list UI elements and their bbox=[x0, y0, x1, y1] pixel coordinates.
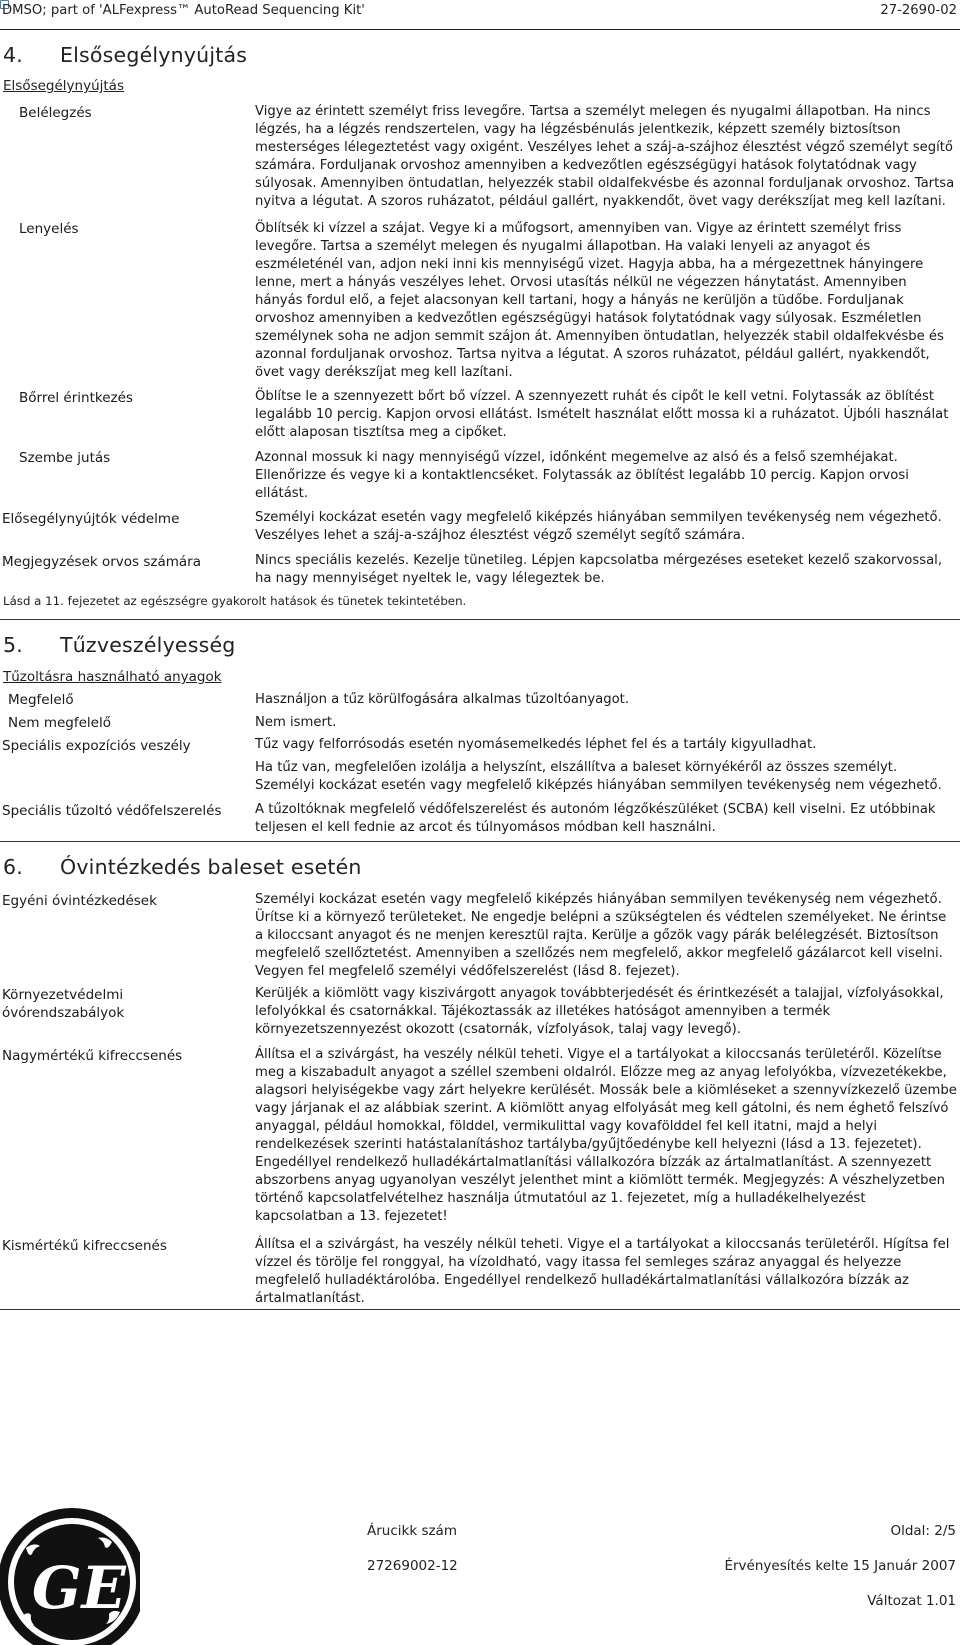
item-number-label: Árucikk szám bbox=[367, 1523, 457, 1539]
row-label-large-spill: Nagymértékű kifreccsenés bbox=[2, 1048, 183, 1064]
version: Változat 1.01 bbox=[867, 1593, 956, 1609]
row-label-special-exposure-hazard: Speciális expozíciós veszély bbox=[2, 738, 191, 754]
document-header bbox=[0, 0, 960, 30]
row-text-skin-contact: Öblítse le a szennyezett bőrt bő vízzel. A szennyezett ruhát és cipőt le kell vetni. Folytassák az öblítést legalább 10 percig. Kapjon orvosi ellátást. Ismételt használat előtt mossa ki a ruházatot. Újbóli használat előtt alaposan tisztítsa meg a cipőket. bbox=[255, 389, 949, 440]
ge-logo-lettering: GE bbox=[32, 1554, 126, 1622]
row-text-small-spill: Állítsa el a szivárgást, ha veszély nélkül teheti. Vigye el a tartályokat a kiloccsanás területéről. Hígítsa fel vízzel és törölje fel ronggyal, ha vízoldható, vagy itassa fel semleges száraz anyaggal és helyezze megfelelő hulladéktárolóba. Engedéllyel rendelkező hulladékártalmatlanítási vállalkozóra bízzák az ártalmatlanítást. bbox=[255, 1237, 950, 1306]
row-text-physician-notes: Nincs speciális kezelés. Kezelje tünetileg. Lépjen kapcsolatba mérgezéses eseteket kezelő szakorvossal, ha nagy mennyiséget nyeltek le, vagy lélegeztek be. bbox=[255, 553, 943, 586]
row-text-special-exposure-hazard-cont: Ha tűz van, megfelelően izolálja a helyszínt, elszállítva a baleset környékéről az összes személyt. Személyi kockázat esetén vagy megfelelő kiképzés hiányában semmilyen tevékenység nem végezhető. bbox=[255, 760, 942, 793]
row-label-first-aider-protection: Elősegélynyújtók védelme bbox=[2, 511, 180, 527]
row-text-suitable: Használjon a tűz körülfogására alkalmas tűzoltóanyagot. bbox=[255, 692, 630, 707]
section-5-subheading: Tűzoltásra használható anyagok bbox=[3, 669, 222, 685]
section-4-title: Elsősegélynyújtás bbox=[60, 43, 248, 67]
row-label-suitable: Megfelelő bbox=[8, 692, 74, 708]
section-6-heading bbox=[3, 855, 362, 879]
ge-logo bbox=[0, 1500, 140, 1645]
section-4-note: Lásd a 11. fejezetet az egészségre gyakorolt hatások és tünetek tekintetében. bbox=[3, 594, 467, 608]
section-5-number: 5. bbox=[3, 633, 23, 657]
row-label-physician-notes: Megjegyzések orvos számára bbox=[2, 554, 201, 570]
row-text-personal-precautions: Személyi kockázat esetén vagy megfelelő kiképzés hiányában semmilyen tevékenység nem végezhető. Ürítse ki a környező területeket. Ne engedje belépni a szükségtelen és védtelen személyeket. Ne érintse a kiloccsant anyagot és ne menjen keresztül rajta. Kerülje a gőzök vagy párák belélegzését. Biztosítson megfelelő szellőztetést. Amennyiben a szellőzés nem megfelelő, akkor megfelelő gázálarcot kell viselni. Vegyen fel megfelelő személyi védőfelszerelést (lásd 8. fejezet). bbox=[255, 892, 947, 979]
row-label-environmental-precautions: Környezetvédelmi óvórendszabályok bbox=[2, 987, 125, 1021]
row-text-firefighter-equipment: A tűzoltóknak megfelelő védőfelszerelést és autonóm légzőkészüléket (SCBA) kell viselni. Ez utóbbinak teljesen el kell fednie az arcot és túlnyomásos módban kell használni. bbox=[255, 802, 936, 835]
section-4-subheading: Elsősegélynyújtás bbox=[3, 78, 124, 94]
document-title: DMSO; part of 'ALFexpress™ AutoRead Sequencing Kit' bbox=[2, 3, 365, 18]
row-label-ingestion: Lenyelés bbox=[19, 221, 79, 237]
section-5-heading bbox=[3, 633, 236, 657]
divider bbox=[0, 1309, 960, 1310]
row-text-inhalation: Vigye az érintett személyt friss levegőre. Tartsa a személyt melegen és nyugalmi állapotban. Ha nincs légzés, ha a légzés rendszertelen, vagy ha légzésbénulás jelentkezik, képzett személy biztosítson mesterséges lélegeztetést vagy oxigént. Veszélyes lehet a száj-a-szájhoz élesztést végző személyt segítő számára. Forduljanak orvoshoz amennyiben a kedvezőtlen egészségügyi hatások folytatódnak vagy súlyosak. Amennyiben öntudatlan, helyezzék stabil oldalfekvésbe és azonnal forduljanak orvoshoz. Tartsa nyitva a légutat. A szoros ruházatot, például gallért, nyakkendőt, övet vagy derékszíjat meg kell lazítani. bbox=[255, 104, 955, 209]
row-text-eye-contact: Azonnal mossuk ki nagy mennyiségű vízzel, időnként megemelve az alsó és a felső szemhéjakat. Ellenőrizze és vegye ki a kontaktlencséket. Folytassák az öblítést legalább 10 percig. Kapjon orvosi ellátást. bbox=[255, 450, 909, 501]
row-label-personal-precautions: Egyéni óvintézkedések bbox=[2, 893, 157, 909]
divider bbox=[0, 619, 960, 620]
page-number: Oldal: 2/5 bbox=[890, 1523, 956, 1539]
row-label-eye-contact: Szembe jutás bbox=[19, 450, 111, 466]
divider bbox=[0, 841, 960, 842]
item-number: 27269002-12 bbox=[367, 1558, 458, 1574]
row-text-first-aider-protection: Személyi kockázat esetén vagy megfelelő kiképzés hiányában semmilyen tevékenység nem végezhető. Veszélyes lehet a száj-a-szájhoz élesztést végző személyt segítő számára. bbox=[255, 510, 942, 543]
validity-date: Érvényesítés kelte 15 Január 2007 bbox=[724, 1558, 956, 1574]
row-label-skin-contact: Bőrrel érintkezés bbox=[19, 390, 133, 406]
ge-logo-icon bbox=[0, 1500, 140, 1645]
section-5-title: Tűzveszélyesség bbox=[60, 633, 236, 657]
row-text-ingestion: Öblítsék ki vízzel a szájat. Vegye ki a műfogsort, amennyiben van. Vigye az érintett személyt friss levegőre. Tartsa a személyt melegen és nyugalmi állapotban. Ha valaki lenyeli az anyagot és eszméleténél van, adjon neki inni kis mennyiségű vizet. Hagyja abba, ha a mérgezettnek hányingere lenne, mert a hányás veszélyes lehet. Orvosi utasítás nélkül ne végezzen hánytatást. Amennyiben hányás fordul elő, a fejet alacsonyan kell tartani, hogy a hányás ne kerüljön a tüdőbe. Forduljanak orvoshoz amennyiben a kedvezőtlen egészségügyi hatások folytatódnak vagy súlyosak. Eszméletlen személynek soha ne adjon semmit szájon át. Amennyiben öntudatlan, helyezzék stabil oldalfekvésbe és azonnal forduljanak orvoshoz. Tartsa nyitva a légutat. A szoros ruházatot, például gallért, nyakkendőt, övet vagy derékszíjat meg kell lazítani. bbox=[255, 221, 944, 380]
row-label-firefighter-equipment: Speciális tűzoltó védőfelszerelés bbox=[2, 803, 222, 819]
row-label-small-spill: Kismértékű kifreccsenés bbox=[2, 1238, 167, 1254]
section-6-number: 6. bbox=[3, 855, 23, 879]
section-4-heading bbox=[3, 43, 247, 67]
row-text-not-suitable: Nem ismert. bbox=[255, 715, 337, 730]
section-6-title: Óvintézkedés baleset esetén bbox=[60, 855, 362, 879]
row-label-inhalation: Belélegzés bbox=[19, 105, 92, 121]
section-4-number: 4. bbox=[3, 43, 23, 67]
row-text-large-spill: Állítsa el a szivárgást, ha veszély nélkül teheti. Vigye el a tartályokat a kiloccsanás területéről. Közelítse meg a kiszabadult anyagot a széllel szembeni oldalról. Előzze meg az anyag lefolyókba, vízvezetékekbe, alagsori helyiségekbe vagy zárt helyekre kerülését. Mossák bele a kiömléseket a szennyvízkezelő üzembe vagy járjanak el az alábbiak szerint. A kiömlött anyag elfolyását meg kell gátolni, és nem éghető felszívó anyaggal, például homokkal, földdel, vermikulittal vagy kovafölddel fel kell itatni, majd a helyi rendelkezések szerinti hatástalanításhoz tartályba/gyűjtőedénybe kell helyezni (lásd a 13. fejezetet). Engedéllyel rendelkező hulladékártalmatlanítási vállalkozóra bízzák az ártalmatlanítást. A szennyezett abszorbens anyag ugyanolyan veszélyt jelenthet mint a kiömlött termék. Megjegyzés: A vészhelyzetben történő kapcsolatfelvételhez használja útmutatóul az 1. fejezetet, míg a hulladékelhelyezést kapcsolatban a 13. fejezetet! bbox=[255, 1047, 957, 1224]
row-label-not-suitable: Nem megfelelő bbox=[8, 715, 111, 731]
document-code: 27-2690-02 bbox=[880, 3, 957, 18]
row-text-environmental-precautions: Kerüljék a kiömlött vagy kiszivárgott anyagok továbbterjedését és érintkezését a talajjal, vízfolyásokkal, lefolyókkal és csatornákkal. Tájékoztassák az illetékes hatóságot amennyiben a termék környezetszennyezést okozott (csatornák, vízfolyások, talaj vagy levegő). bbox=[255, 986, 944, 1037]
row-text-special-exposure-hazard: Tűz vagy felforrósodás esetén nyomásemelkedés léphet fel és a tartály kigyulladhat. bbox=[255, 737, 817, 752]
